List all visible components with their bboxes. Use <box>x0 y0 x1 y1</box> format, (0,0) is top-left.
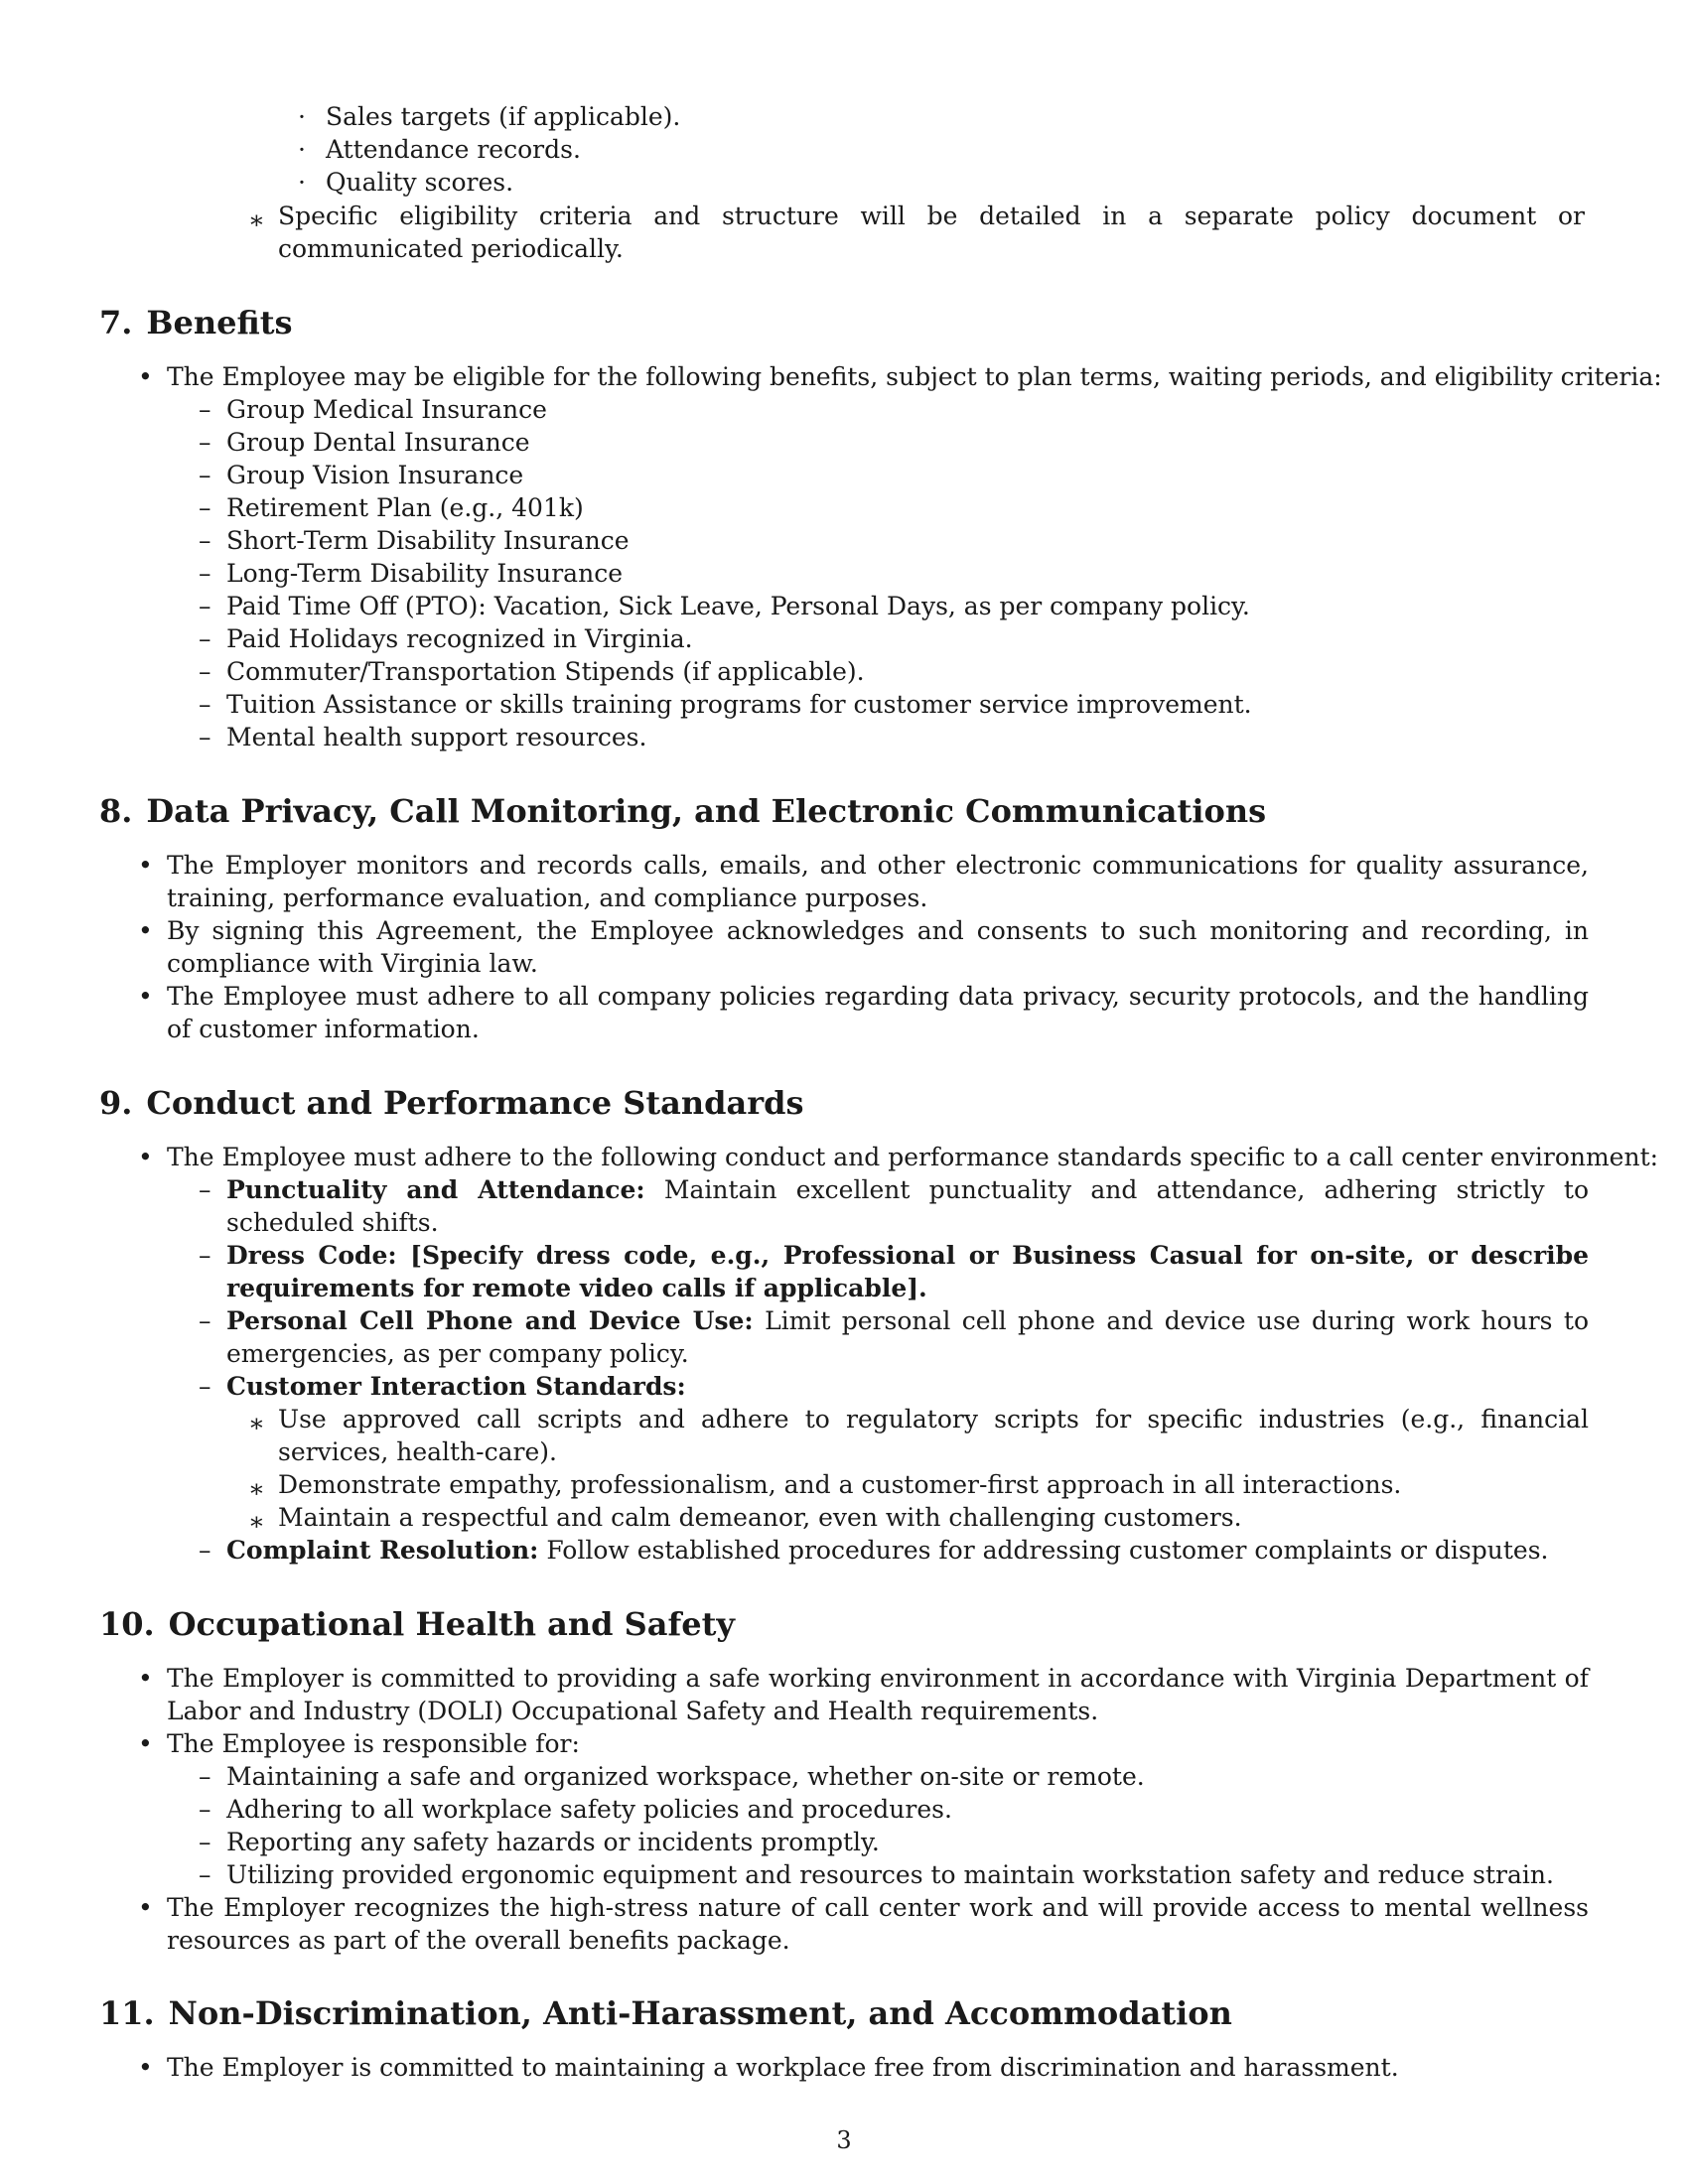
bullet: • <box>138 362 153 391</box>
section-number: 8. <box>99 792 133 830</box>
bullet: • <box>138 916 153 945</box>
list-item: Short-Term Disability Insurance <box>226 526 630 555</box>
section-number: 7. <box>99 304 133 341</box>
bullet: • <box>138 2053 153 2082</box>
list-item: Adhering to all workplace safety policies and procedures. <box>226 1795 952 1824</box>
dot-bullet: · <box>298 102 306 131</box>
dash-bullet: – <box>199 526 211 555</box>
dash-bullet: – <box>199 1241 211 1270</box>
item-label: Complaint Resolution: <box>226 1536 539 1565</box>
item-text: Follow established procedures for addressing customer complaints or disputes. <box>546 1536 1549 1565</box>
item-label: Personal Cell Phone and Device Use: <box>226 1306 754 1335</box>
section-8-heading <box>99 791 1266 831</box>
list-item: Utilizing provided ergonomic equipment and resources to maintain workstation safety and reduce strain. <box>226 1860 1554 1889</box>
paragraph: The Employer recognizes the high-stress nature of call center work and will provide access to mental wellness resources as part of the overall benefits package. <box>167 1893 1589 1955</box>
section-10-heading <box>99 1604 735 1644</box>
section-9-heading <box>99 1083 804 1123</box>
list-item: Attendance records. <box>326 135 581 164</box>
bullet: • <box>138 982 153 1011</box>
dash-bullet: – <box>199 559 211 588</box>
list-item: Retirement Plan (e.g., 401k) <box>226 493 584 522</box>
dot-bullet: · <box>298 135 306 164</box>
list-item <box>226 1173 1589 1239</box>
list-item: Reporting any safety hazards or incidents promptly. <box>226 1828 880 1856</box>
item-label: Dress Code: <box>226 1241 397 1270</box>
list-item: Long-Term Disability Insurance <box>226 559 623 588</box>
section-7-heading <box>99 303 293 342</box>
dash-bullet: – <box>199 395 211 424</box>
dash-bullet: – <box>199 1372 211 1401</box>
section-title: Non-Discrimination, Anti-Harassment, and Accommodation <box>168 1994 1232 2032</box>
paragraph: The Employee may be eligible for the following benefits, subject to plan terms, waiting periods, and eligibility criteria: <box>167 362 1662 391</box>
dash-bullet: – <box>199 690 211 719</box>
list-item <box>226 1239 1589 1304</box>
bullet: • <box>138 1143 153 1171</box>
list-item: Group Medical Insurance <box>226 395 547 424</box>
dash-bullet: – <box>199 624 211 653</box>
dash-bullet: – <box>199 1828 211 1856</box>
dash-bullet: – <box>199 428 211 457</box>
list-item: Maintain a respectful and calm demeanor, even with challenging customers. <box>278 1503 1242 1532</box>
dash-bullet: – <box>199 1536 211 1565</box>
list-item <box>226 1534 1548 1567</box>
section-title: Data Privacy, Call Monitoring, and Electronic Communications <box>146 792 1267 830</box>
asterisk-bullet: ∗ <box>248 1474 265 1503</box>
paragraph: The Employee must adhere to all company policies regarding data privacy, security protocols, and the handling of customer information. <box>167 982 1589 1043</box>
bullet: • <box>138 1729 153 1758</box>
list-item: Paid Time Off (PTO): Vacation, Sick Leave, Personal Days, as per company policy. <box>226 592 1250 620</box>
item-text: Maintain excellent punctuality and attendance, adhering strictly to scheduled shifts. <box>226 1175 1589 1237</box>
section-number: 9. <box>99 1084 133 1122</box>
dot-bullet: · <box>298 168 306 197</box>
section-11-heading <box>99 1993 1232 2033</box>
item-label: Customer Interaction Standards: <box>226 1372 686 1401</box>
bullet: • <box>138 1893 153 1922</box>
list-item: Maintaining a safe and organized workspace, whether on-site or remote. <box>226 1762 1145 1791</box>
list-item: Paid Holidays recognized in Virginia. <box>226 624 693 653</box>
list-item: Use approved call scripts and adhere to regulatory scripts for specific industries (e.g., financial services, health-care). <box>278 1405 1589 1466</box>
dash-bullet: – <box>199 461 211 489</box>
list-item: Group Dental Insurance <box>226 428 530 457</box>
dash-bullet: – <box>199 723 211 751</box>
page-number: 3 <box>836 2126 852 2154</box>
list-item: Commuter/Transportation Stipends (if applicable). <box>226 657 865 686</box>
paragraph: By signing this Agreement, the Employee acknowledges and consents to such monitoring and recording, in compliance with Virginia law. <box>167 916 1589 978</box>
list-item: Sales targets (if applicable). <box>326 102 681 131</box>
bullet: • <box>138 851 153 880</box>
dash-bullet: – <box>199 1860 211 1889</box>
asterisk-bullet: ∗ <box>248 1507 265 1536</box>
dash-bullet: – <box>199 592 211 620</box>
paragraph: The Employer is committed to maintaining a workplace free from discrimination and harassment. <box>167 2053 1399 2082</box>
dash-bullet: – <box>199 493 211 522</box>
section-number: 10. <box>99 1605 155 1643</box>
list-item: Group Vision Insurance <box>226 461 524 489</box>
list-item: Quality scores. <box>326 168 514 197</box>
paragraph: The Employee must adhere to the following conduct and performance standards specific to a call center environment: <box>167 1143 1659 1171</box>
dash-bullet: – <box>199 1762 211 1791</box>
list-item: Tuition Assistance or skills training programs for customer service improvement. <box>226 690 1252 719</box>
section-title: Conduct and Performance Standards <box>146 1084 804 1122</box>
bullet: • <box>138 1664 153 1693</box>
paragraph: The Employer is committed to providing a safe working environment in accordance with Virginia Department of Labor and Industry (DOLI) Occupational Safety and Health requirements. <box>167 1664 1589 1725</box>
dash-bullet: – <box>199 1795 211 1824</box>
dash-bullet: – <box>199 1175 211 1204</box>
item-label: Punctuality and Attendance: <box>226 1175 645 1204</box>
section-title: Occupational Health and Safety <box>168 1605 735 1643</box>
paragraph: The Employee is responsible for: <box>167 1729 580 1758</box>
list-item: Specific eligibility criteria and structure will be detailed in a separate policy document or communicated periodically. <box>278 202 1585 263</box>
item-text: Limit personal cell phone and device use during work hours to emergencies, as per company policy. <box>226 1306 1589 1368</box>
section-number: 11. <box>99 1994 155 2032</box>
dash-bullet: – <box>199 1306 211 1335</box>
dash-bullet: – <box>199 657 211 686</box>
item-text: [Specify dress code, e.g., Professional or Business Casual for on-site, or describe requirements for remote video calls if applicable]. <box>226 1241 1589 1302</box>
list-item: Mental health support resources. <box>226 723 647 751</box>
asterisk-bullet: ∗ <box>248 1409 265 1437</box>
paragraph: The Employer monitors and records calls, emails, and other electronic communications for quality assurance, training, performance evaluation, and compliance purposes. <box>167 851 1589 912</box>
list-item <box>226 1304 1589 1370</box>
section-title: Benefits <box>146 304 293 341</box>
asterisk-bullet: ∗ <box>248 205 265 234</box>
list-item: Demonstrate empathy, professionalism, and a customer-first approach in all interactions. <box>278 1470 1402 1499</box>
